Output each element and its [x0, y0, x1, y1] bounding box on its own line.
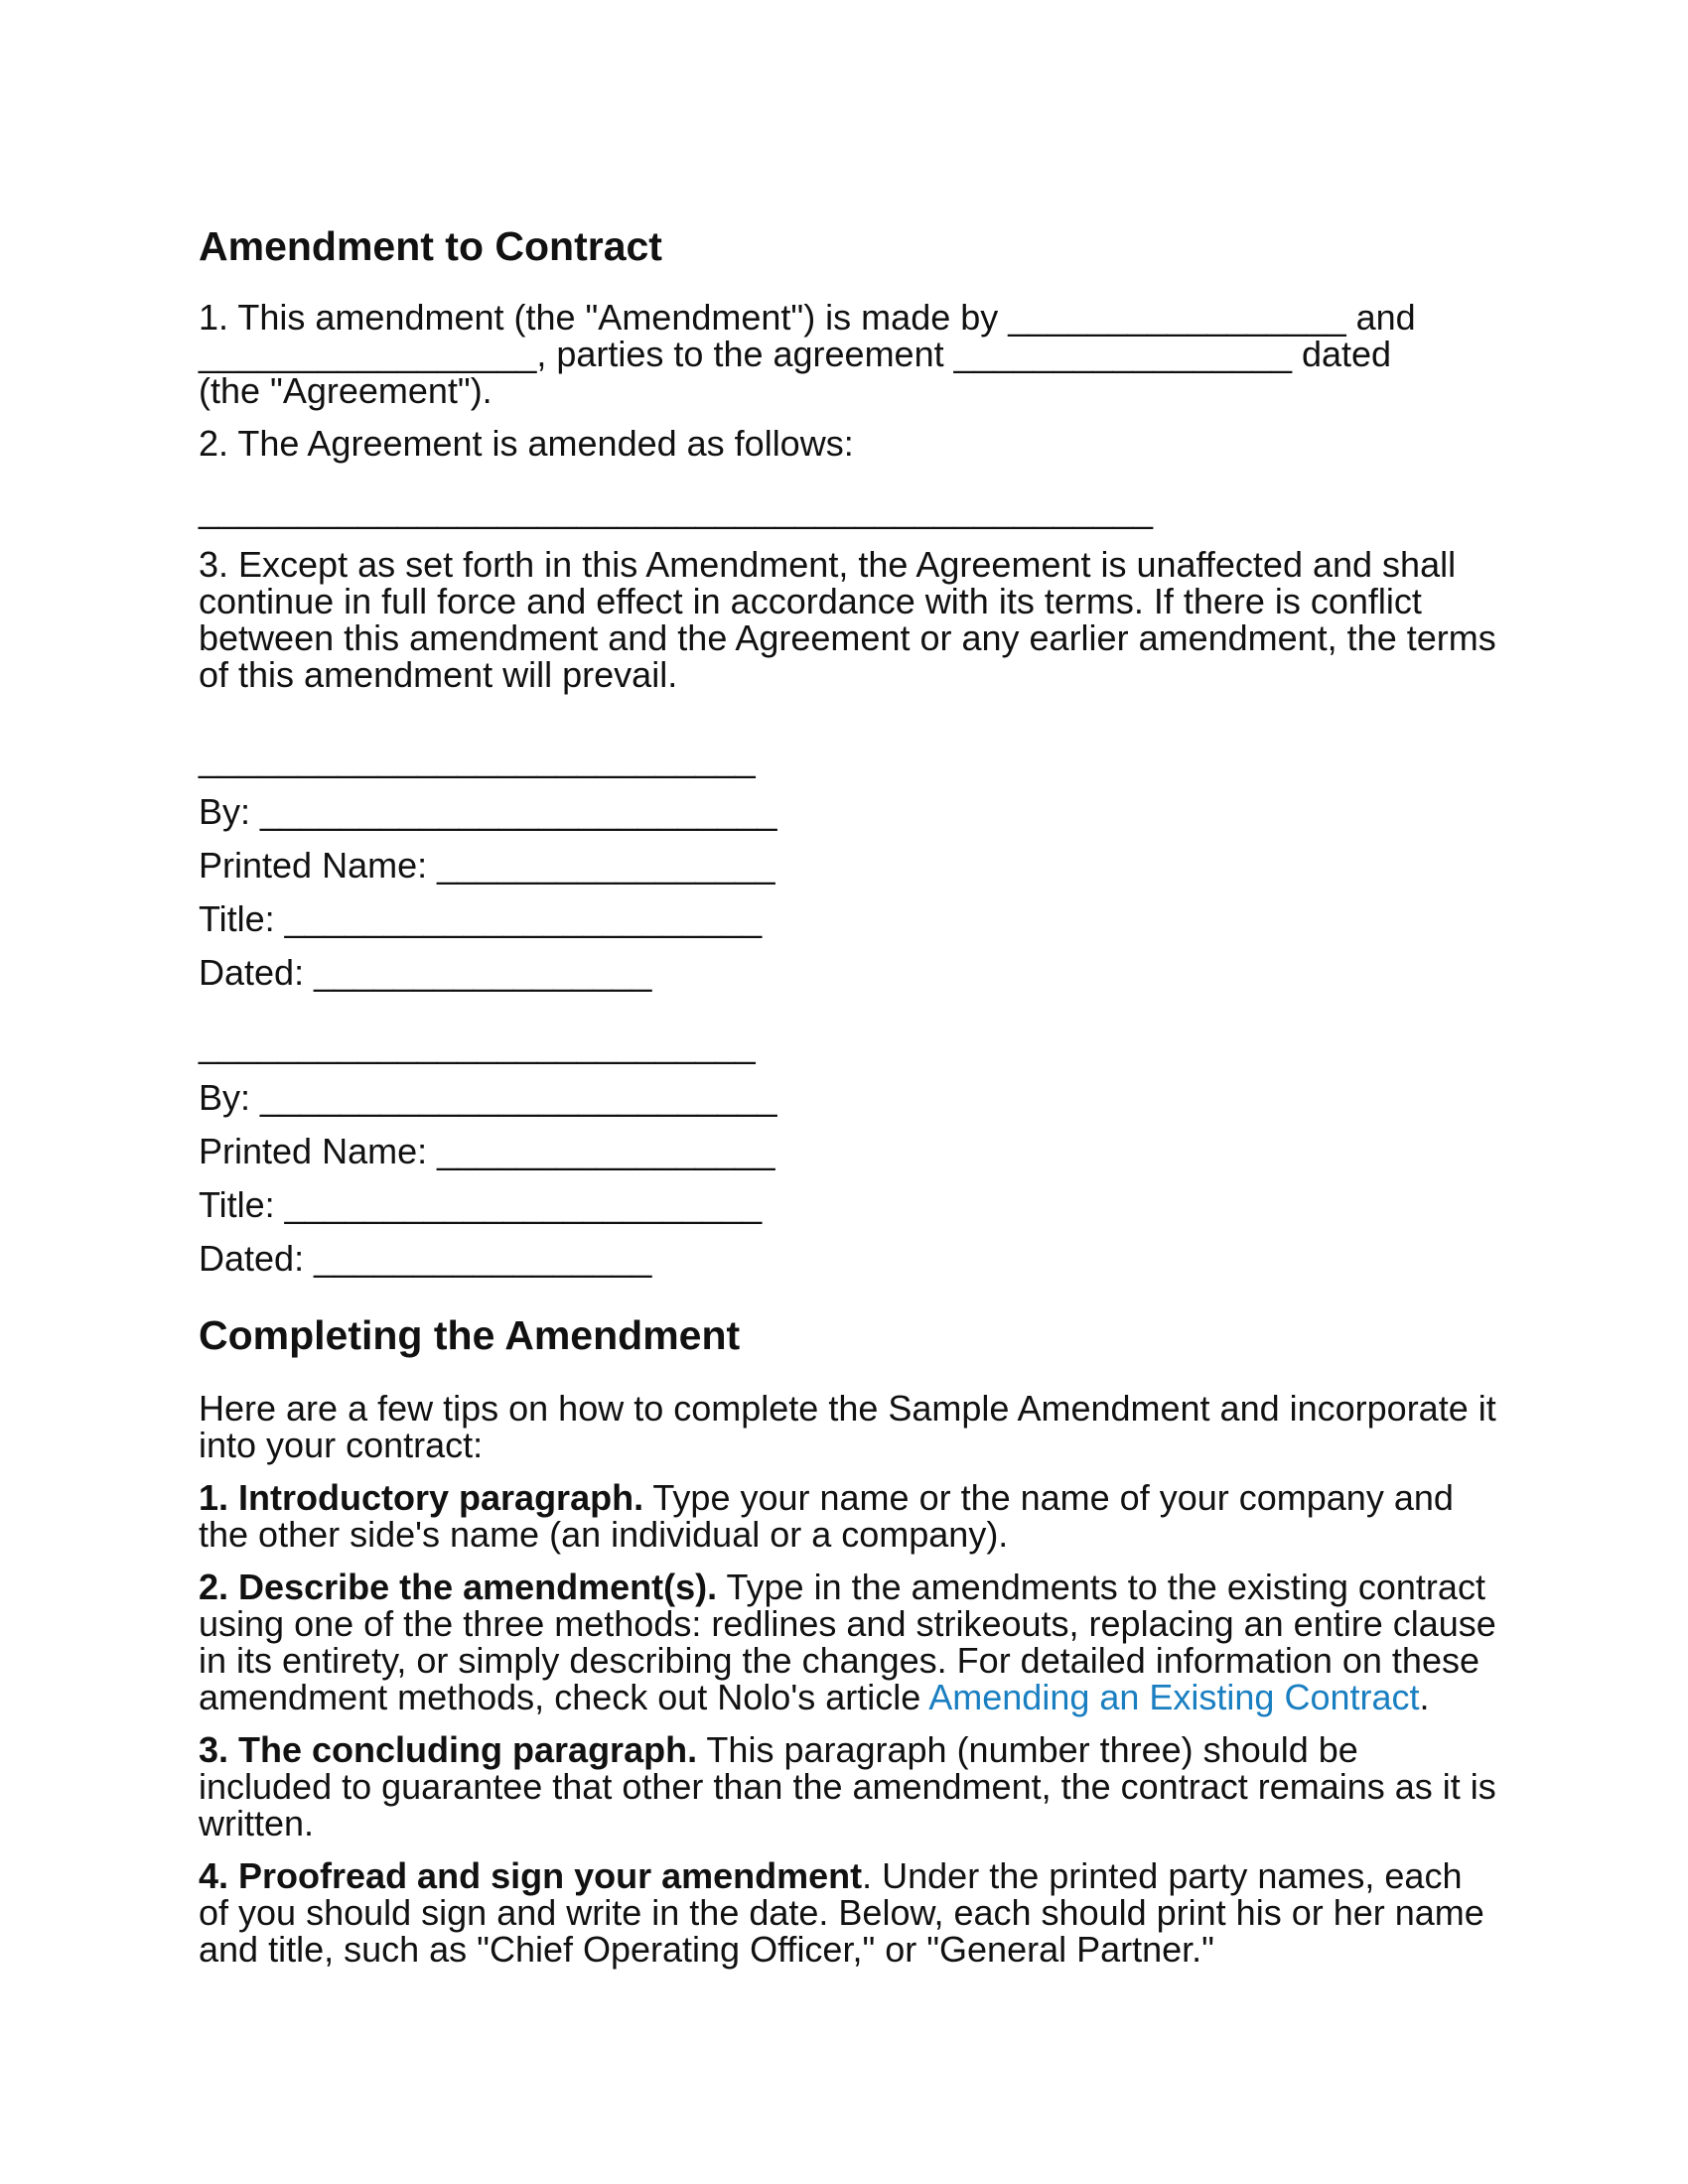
document-page [199, 223, 1499, 1983]
amendment-blank-line: ________________________________________________ [199, 489, 1154, 530]
tip-1 [199, 1479, 1499, 1553]
paragraph-1-line-2: _________________, parties to the agreement _________________ dated [199, 334, 1392, 374]
paragraph-1 [199, 299, 1499, 409]
tip-2-text: Type in the amendments to the existing contract using one of the three methods: redlines and strikeouts, replacing an entire clause in its entirety, or simply describing the changes. For detailed information on these amendment methods, check out Nolo's article [199, 1567, 1496, 1717]
section-heading: Completing the Amendment [199, 1312, 741, 1358]
tip-1-label: 1. Introductory paragraph. [199, 1477, 644, 1518]
printed-name-field: Printed Name: _________________ [199, 1131, 775, 1171]
signature-line: ____________________________ [199, 1024, 756, 1065]
dated-field: Dated: _________________ [199, 1238, 652, 1279]
paragraph-2: 2. The Agreement is amended as follows: [199, 423, 854, 464]
tip-1-text: Type your name or the name of your company and the other side's name (an individual or a company). [199, 1477, 1454, 1555]
tip-3 [199, 1731, 1499, 1842]
tip-3-text: This paragraph (number three) should be included to guarantee that other than the amendment, the contract remains as it is written. [199, 1729, 1496, 1843]
paragraph-3: 3. Except as set forth in this Amendment, the Agreement is unaffected and shall continue in full force and effect in accordance with its terms. If there is conflict between this amendment and the Agreement or any earlier amendment, the terms of this amendment will prevail. [199, 544, 1496, 695]
title-field: Title: ________________________ [199, 898, 763, 939]
tip-3-label: 3. The concluding paragraph. [199, 1729, 698, 1770]
paragraph-1-line-3: (the "Agreement"). [199, 370, 492, 411]
signature-block-2 [199, 1026, 1499, 1277]
title-field: Title: ________________________ [199, 1184, 763, 1225]
signature-block-1 [199, 741, 1499, 991]
dated-field: Dated: _________________ [199, 952, 652, 993]
by-field: By: __________________________ [199, 1077, 777, 1118]
tips-intro: Here are a few tips on how to complete the Sample Amendment and incorporate it into your contract: [199, 1388, 1496, 1465]
printed-name-field: Printed Name: _________________ [199, 845, 775, 886]
signature-line: ____________________________ [199, 739, 756, 779]
tip-4-text: . Under the printed party names, each of you should sign and write in the date. Below, each should print his or her name and title, such as "Chief Operating Officer," or "General Partner." [199, 1855, 1484, 1970]
paragraph-1-line-1: 1. This amendment (the "Amendment") is made by _________________ and [199, 297, 1416, 338]
by-field: By: __________________________ [199, 791, 777, 832]
tip-4 [199, 1857, 1499, 1968]
tip-2 [199, 1569, 1499, 1715]
amending-contract-link[interactable]: Amending an Existing Contract [928, 1677, 1420, 1717]
tip-2-end: . [1419, 1677, 1430, 1717]
document-title: Amendment to Contract [199, 223, 662, 269]
tip-2-label: 2. Describe the amendment(s). [199, 1567, 718, 1607]
tip-4-label: 4. Proofread and sign your amendment [199, 1855, 863, 1896]
